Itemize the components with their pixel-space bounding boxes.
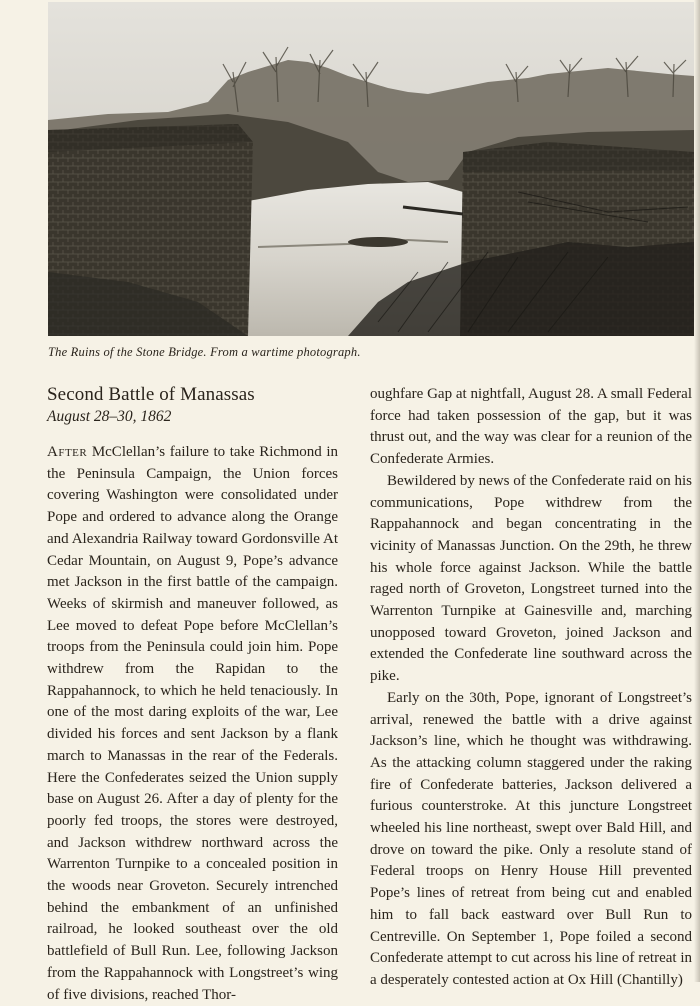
paragraph-3: Early on the 30th, Pope, ignorant of Longstreet’s arrival, renewed the battle with a drive against Jackson’s line, which he thought was withdrawing. As the attacking column staggered under the raking fire of Confederate batteries, Jackson delivered a furious counterstroke. At this juncture Longstreet wheeled his line northeast, swept over Bald Hill, and drove on toward the pike. Only a resolute stand of Federal troops on Henry House Hill prevented Pope’s lines of retreat from being cut and enabled him to fall back eastward over Bull Run to Centreville. On September 1, Pope foiled a second Confederate attempt to cut across his line of retreat in a desperately contested action at Ox Hill (Chantilly) bbox=[370, 689, 692, 988]
drop-lead-word: After bbox=[47, 444, 88, 460]
paragraph-1-text: McClellan’s failure to take Richmond in the Peninsula Campaign, the Union forces covering Washington were consolidated under Pope and ordered to advance along the Orange and Alexandria Railway toward Gordonsville At Cedar Mountain, on August 9, Pope’s advance met Jackson in the first battle of the campaign. Weeks of skirmish and maneuver followed, as Lee moved to defeat Pope before McClellan’s troops from the Peninsula could join him. Pope withdrew from the Rapidan to the Rappahannock, to which he held tenaciously. In one of the most daring exploits of the war, Lee divided his forces and sent Jackson by a flank march to Manassas in the rear of the Federals. Here the Confederates seized the Union supply base on August 26. After a day of plenty for the poorly fed troops, the stores were destroyed, and Jackson withdrew northward across the Warrenton Turnpike to a concealed position in the woods near Groveton. Securely intrenched behind the embankment of an unfinished railroad, he looked southeast over the old battlefield of Bull Run. Lee, following Jackson from the Rappahannock with Longstreet’s wing of five divisions, reached Thor- bbox=[47, 444, 338, 1003]
article-dates: August 28–30, 1862 bbox=[47, 408, 172, 425]
left-column bbox=[47, 384, 338, 1006]
paragraph-2: Bewildered by news of the Confederate raid on his communications, Pope withdrew from the Rappahannock and began concentrating in the vicinity of Manassas Junction. On the 29th, he threw his whole force against Jackson. While the battle raged north of Groveton, Longstreet turned into the Warrenton Turnpike at Gainesville and, marching unopposed toward Groveton, joined Jackson and extended the Confederate line southward across the pike. bbox=[370, 472, 692, 685]
stone-bridge-photograph bbox=[48, 2, 694, 336]
page-edge-shadow bbox=[694, 0, 700, 982]
paragraph-1-part-b: oughfare Gap at nightfall, August 28. A small Federal force had taken possession of the gap, but it was thrust out, and the way was clear for a reunion of the Confederate Armies. bbox=[370, 386, 692, 468]
article-title: Second Battle of Manassas bbox=[47, 384, 255, 405]
paragraph-1-part-a bbox=[47, 442, 338, 1006]
photo-caption: The Ruins of the Stone Bridge. From a wartime photograph. bbox=[48, 345, 361, 359]
right-column bbox=[370, 384, 692, 992]
